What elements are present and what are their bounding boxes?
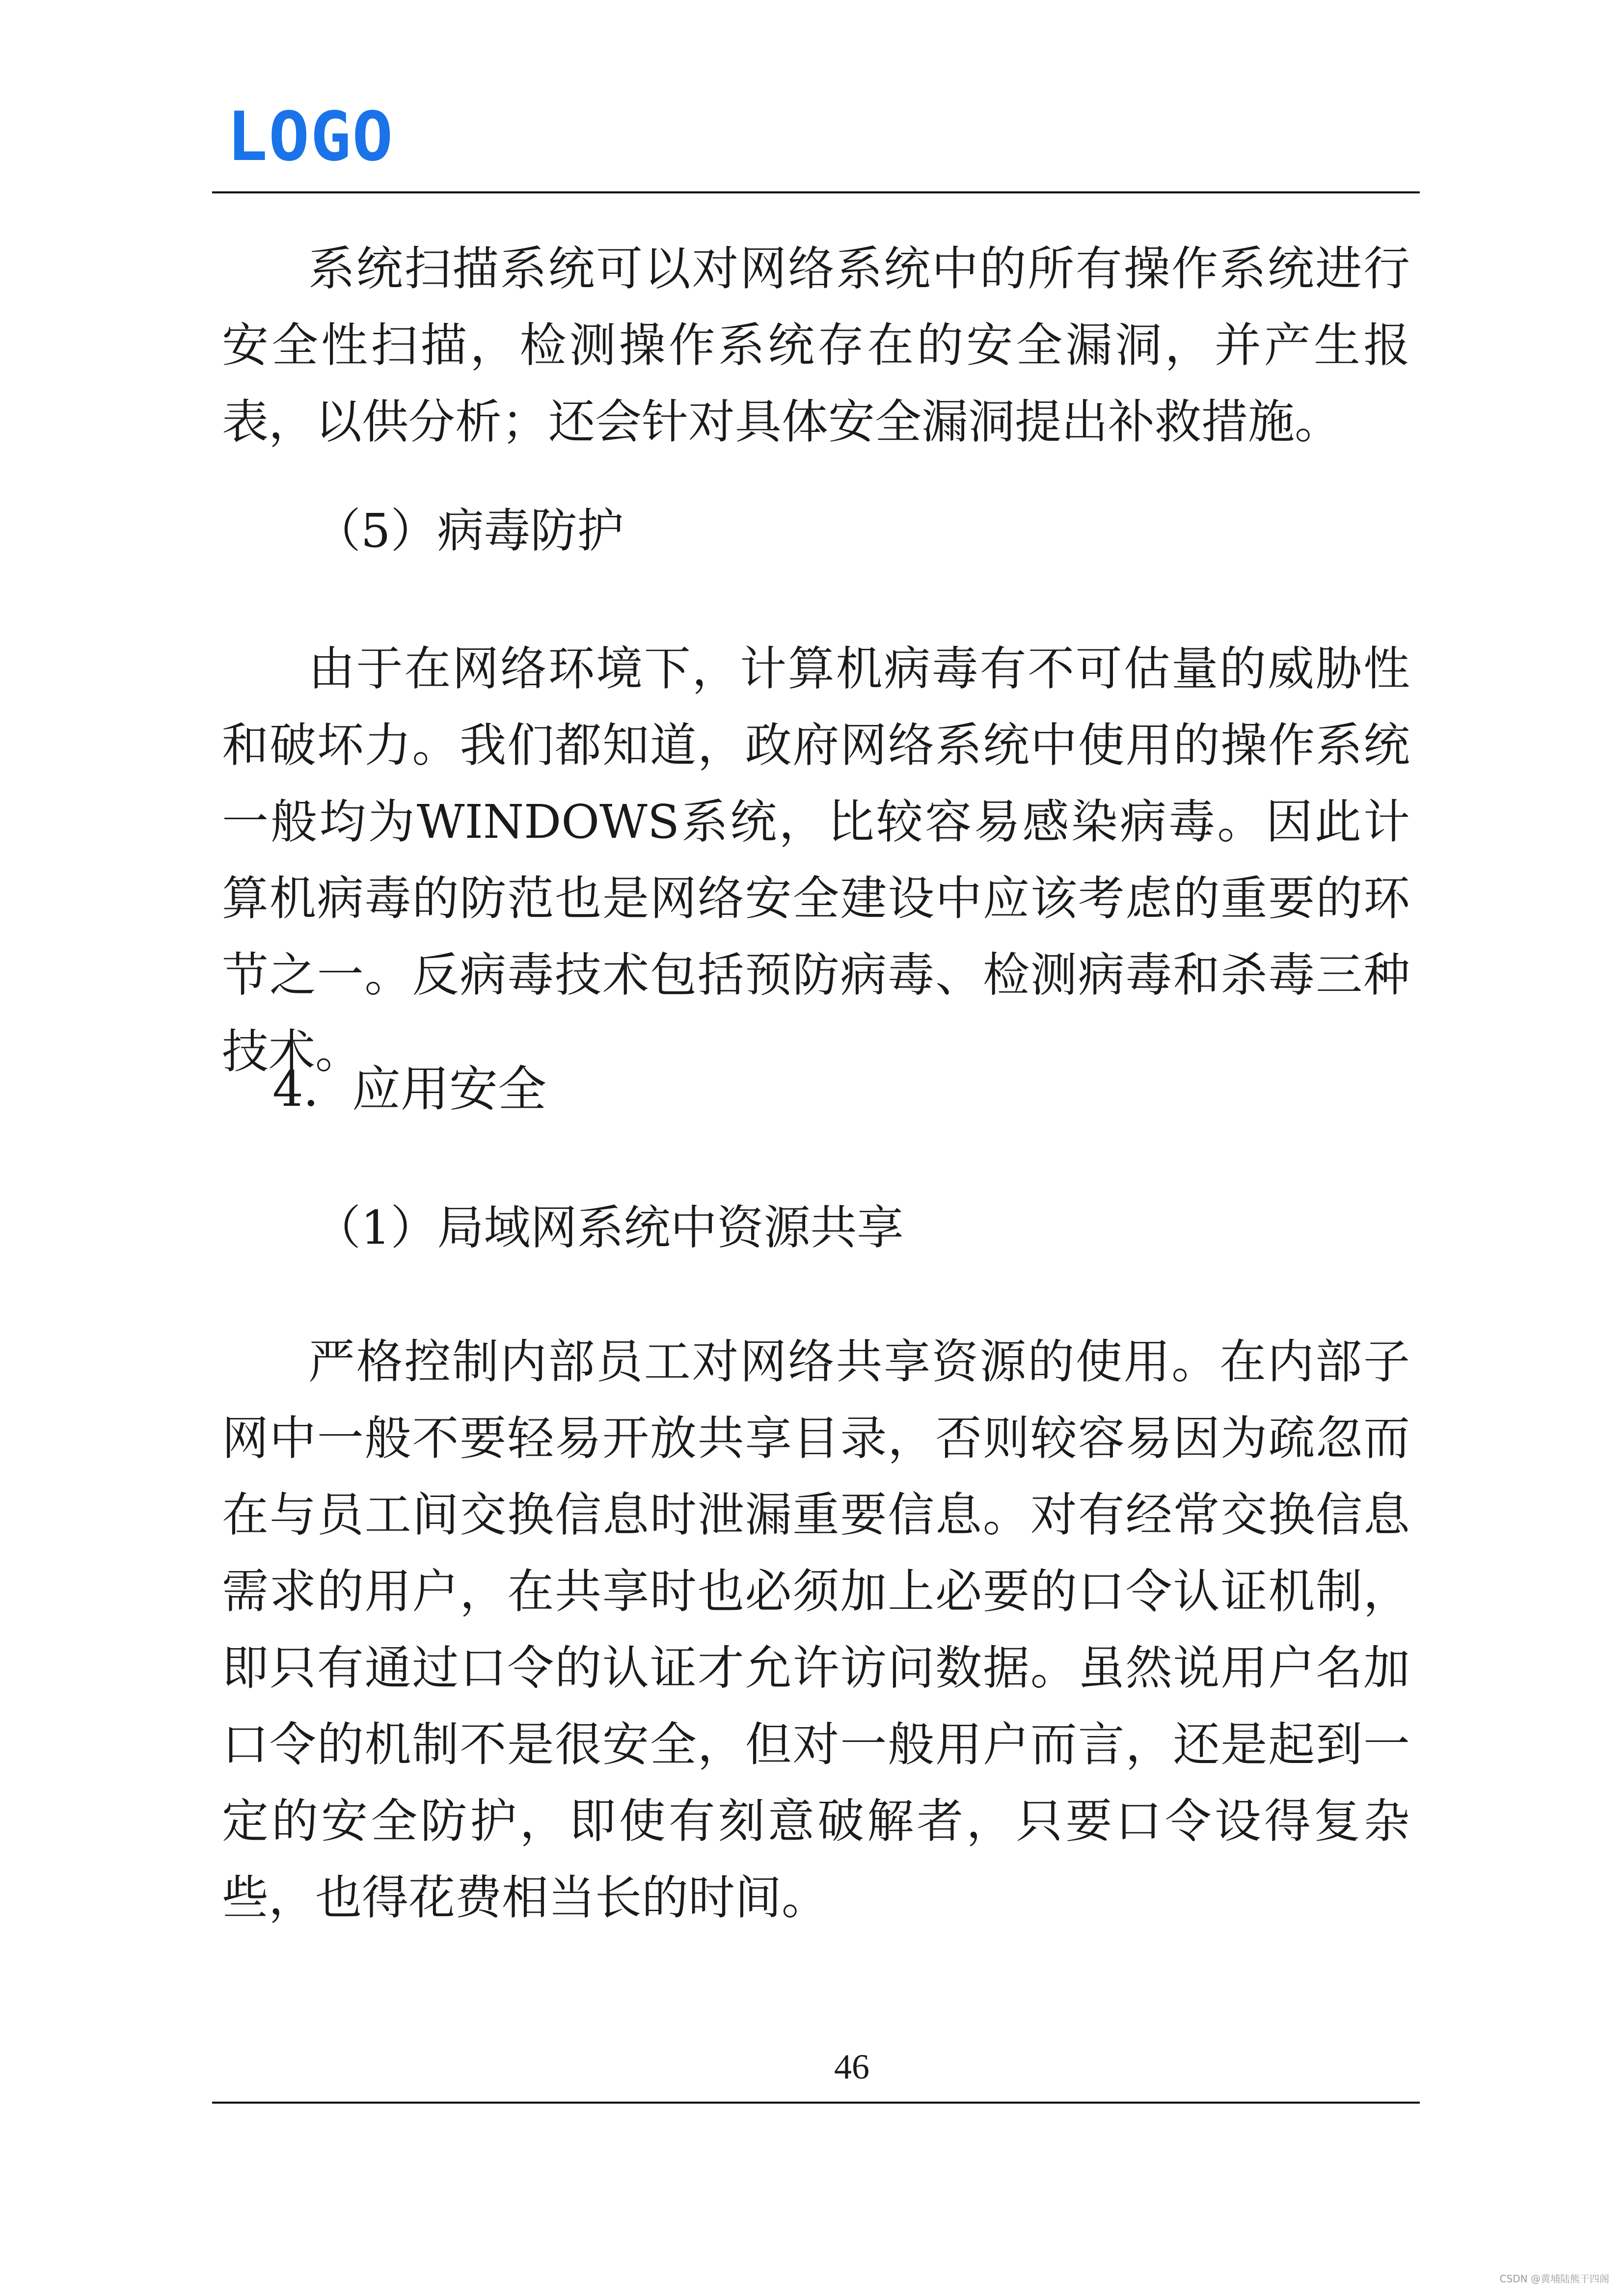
heading-lan-resource-sharing: （1）局域网系统中资源共享 — [314, 1201, 904, 1255]
logo: LOGO — [227, 97, 394, 176]
header-divider — [212, 191, 1420, 193]
watermark: CSDN @黄埔陆熊干四阁 — [1499, 2273, 1609, 2285]
paragraph-virus-protection: 由于在网络环境下，计算机病毒有不可估量的威胁性和破坏力。我们都知道，政府网络系统中使用的操作系统一般均为WINDOWS系统，比较容易感染病毒。因此计算机病毒的防范也是网络安全建设中应该考虑的重要的环节之一。反病毒技术包括预防病毒、检测病毒和杀毒三种技术。 — [222, 642, 1410, 1079]
footer-divider — [212, 2102, 1420, 2104]
paragraph-lan-resource-sharing: 严格控制内部员工对网络共享资源的使用。在内部子网中一般不要轻易开放共享目录，否则较容易因为疏忽而在与员工间交换信息时泄漏重要信息。对有经常交换信息需求的用户，在共享时也必须加上必要的口令认证机制，即只有通过口令的认证才允许访问数据。虽然说用户名加口令的机制不是很安全，但对一般用户而言，还是起到一定的安全防护，即使有刻意破解者，只要口令设得复杂些，也得花费相当长的时间。 — [222, 1335, 1410, 1925]
paragraph-system-scan: 系统扫描系统可以对网络系统中的所有操作系统进行安全性扫描，检测操作系统存在的安全漏洞，并产生报表，以供分析；还会针对具体安全漏洞提出补救措施。 — [222, 242, 1410, 449]
page-number: 46 — [834, 2047, 869, 2086]
heading-virus-protection: （5）病毒防护 — [314, 504, 624, 558]
heading-application-security: 4．应用安全 — [272, 1061, 546, 1118]
